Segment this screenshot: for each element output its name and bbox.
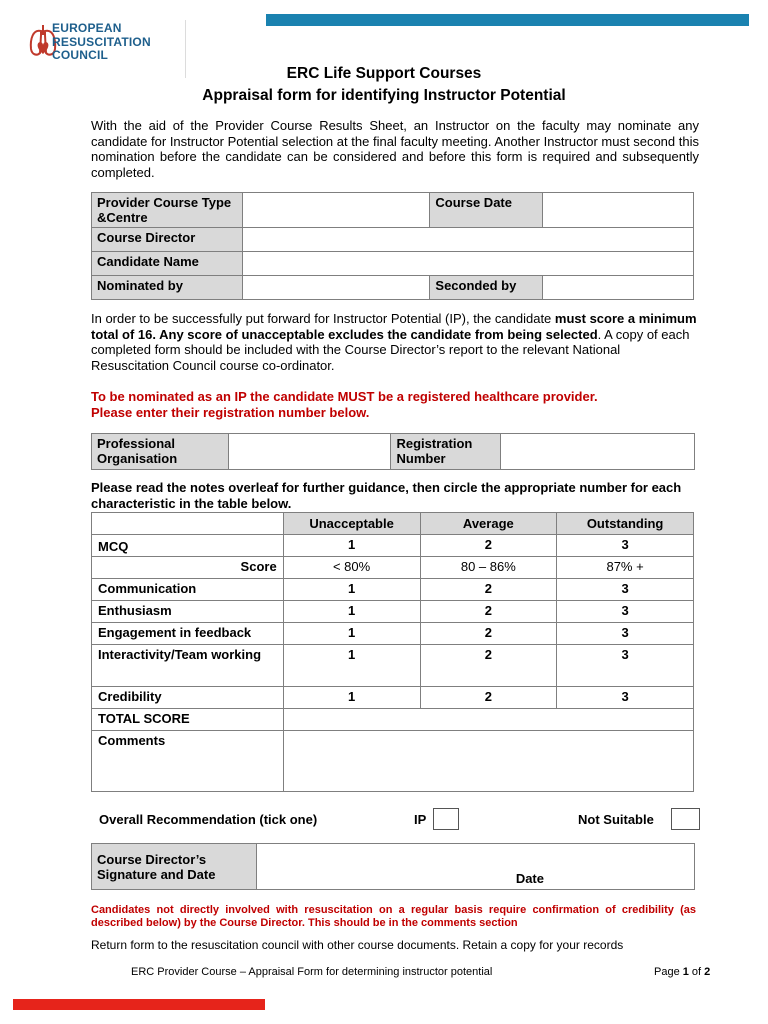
score-option[interactable]: 1 — [283, 645, 420, 687]
table-row — [92, 579, 694, 601]
criteria-paragraph: In order to be successfully put forward for Instructor Potential (IP), the candidate must score a minimum total of 16. Any score of unacceptable excludes the candidate from being selected. A copy of each completed form should be included with the Course Director’s report to the relevant National Resuscitation Council course co-ordinator. — [91, 311, 697, 373]
registration-number-label: Registration Number — [391, 434, 501, 470]
registration-warning: To be nominated as an IP the candidate MUST be a registered healthcare provider. Please enter their registration number below. — [91, 389, 598, 420]
table-row — [92, 601, 694, 623]
table-row — [92, 623, 694, 645]
score-option[interactable]: 1 — [283, 535, 420, 557]
table-row — [92, 709, 694, 731]
page-title: ERC Life Support Courses — [286, 65, 482, 82]
registration-table — [91, 433, 695, 470]
score-option[interactable]: 1 — [283, 601, 420, 623]
row-label-engagement: Engagement in feedback — [92, 623, 284, 645]
signature-table — [91, 843, 695, 890]
score-option[interactable]: 3 — [557, 601, 694, 623]
row-label-interactivity: Interactivity/Team working — [92, 645, 284, 687]
table-row — [92, 557, 694, 579]
signature-label: Course Director’s Signature and Date — [92, 844, 257, 890]
professional-organisation-label: Professional Organisation — [92, 434, 229, 470]
score-option[interactable]: 1 — [283, 687, 420, 709]
score-option[interactable]: 1 — [283, 579, 420, 601]
intro-paragraph: With the aid of the Provider Course Results Sheet, an Instructor on the faculty may nominate any candidate for Instructor Potential selection at the final faculty meeting. Another Instructor must second this nomination before the candidate can be considered and before this form is required and subsequently completed. — [91, 118, 699, 180]
nominated-by-label: Nominated by — [92, 276, 243, 300]
course-date-field[interactable] — [543, 193, 694, 228]
signature-field[interactable] — [256, 844, 694, 890]
table-row — [92, 687, 694, 709]
score-range: 80 – 86% — [420, 557, 557, 579]
registration-number-field[interactable] — [501, 434, 695, 470]
course-date-label: Course Date — [430, 193, 543, 228]
score-option[interactable]: 3 — [557, 645, 694, 687]
ip-checkbox[interactable] — [433, 808, 459, 830]
date-label: Date — [515, 871, 544, 886]
course-director-field[interactable] — [242, 228, 693, 252]
page-number: Page 1 of 2 — [654, 966, 711, 978]
row-label-communication: Communication — [92, 579, 284, 601]
row-label-score: Score — [92, 557, 284, 579]
score-option[interactable]: 3 — [557, 687, 694, 709]
candidate-name-label: Candidate Name — [92, 252, 243, 276]
score-option[interactable]: 2 — [420, 645, 557, 687]
row-label-credibility: Credibility — [92, 687, 284, 709]
row-label-enthusiasm: Enthusiasm — [92, 601, 284, 623]
candidate-name-field[interactable] — [242, 252, 693, 276]
score-range: 87% + — [557, 557, 694, 579]
course-director-label: Course Director — [92, 228, 243, 252]
not-suitable-checkbox[interactable] — [671, 808, 700, 830]
provider-course-field[interactable] — [242, 193, 430, 228]
professional-organisation-field[interactable] — [228, 434, 391, 470]
score-option[interactable]: 1 — [283, 623, 420, 645]
row-label-mcq: MCQ — [92, 535, 284, 557]
header-average: Average — [420, 513, 557, 535]
score-range: < 80% — [283, 557, 420, 579]
score-option[interactable]: 3 — [557, 579, 694, 601]
total-score-field[interactable] — [283, 709, 693, 731]
table-row — [92, 731, 694, 792]
table-row — [92, 535, 694, 557]
comments-label: Comments — [92, 731, 284, 792]
score-option[interactable]: 3 — [557, 623, 694, 645]
header-unacceptable: Unacceptable — [283, 513, 420, 535]
score-option[interactable]: 2 — [420, 687, 557, 709]
score-option[interactable]: 2 — [420, 579, 557, 601]
seconded-by-label: Seconded by — [430, 276, 543, 300]
credibility-note: Candidates not directly involved with resuscitation on a regular basis require confirmation of credibility (as described below) by the Course Director. This should be in the comments section — [91, 904, 696, 929]
score-option[interactable]: 3 — [557, 535, 694, 557]
score-option[interactable]: 2 — [420, 601, 557, 623]
total-score-label: TOTAL SCORE — [92, 709, 284, 731]
top-accent-bar — [266, 14, 749, 26]
provider-course-label: Provider Course Type &Centre — [92, 193, 243, 228]
score-option[interactable]: 2 — [420, 623, 557, 645]
return-note: Return form to the resuscitation council with other course documents. Retain a copy for your records — [91, 938, 624, 952]
comments-field[interactable] — [283, 731, 693, 792]
not-suitable-label: Not Suitable — [578, 812, 654, 827]
seconded-by-field[interactable] — [543, 276, 694, 300]
nominated-by-field[interactable] — [242, 276, 430, 300]
logo-text: EUROPEAN RESUSCITATION COUNCIL — [52, 21, 151, 62]
footer-document-name: ERC Provider Course – Appraisal Form for determining instructor potential — [131, 966, 493, 978]
page-subtitle: Appraisal form for identifying Instructor Potential — [202, 87, 566, 104]
score-option[interactable]: 2 — [420, 535, 557, 557]
table-row — [92, 645, 694, 687]
score-table-corner — [92, 513, 284, 535]
bottom-accent-bar — [13, 999, 265, 1010]
score-table — [91, 512, 694, 792]
header-outstanding: Outstanding — [557, 513, 694, 535]
course-info-table — [91, 192, 694, 300]
recommendation-label: Overall Recommendation (tick one) — [99, 812, 318, 827]
ip-label: IP — [414, 812, 427, 827]
notes-instruction: Please read the notes overleaf for further guidance, then circle the appropriate number for each characteristic in the table below. — [91, 480, 682, 511]
